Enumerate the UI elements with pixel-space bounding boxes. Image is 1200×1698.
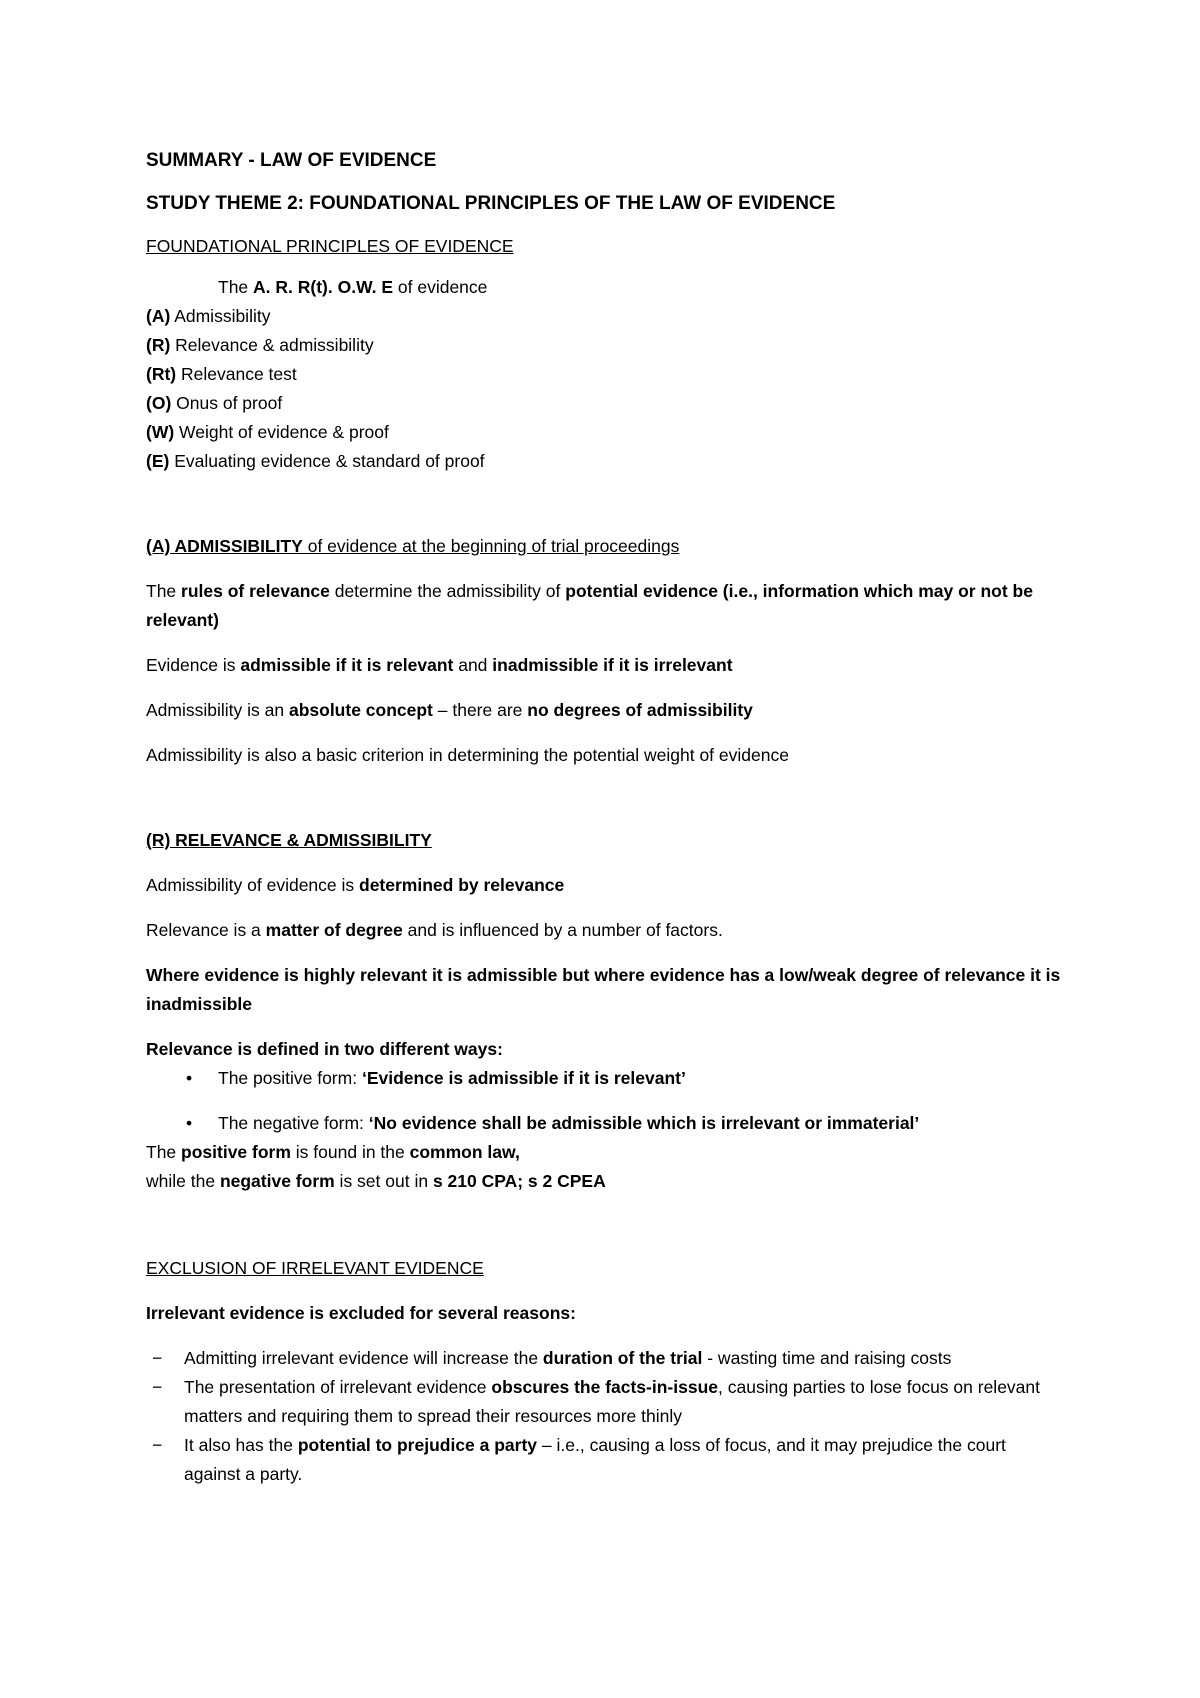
relevance-paragraph-3: Where evidence is highly relevant it is admissible but where evidence has a low/weak degree of relevance it is inadmissible bbox=[146, 965, 1061, 1014]
bullet-icon: • bbox=[186, 1113, 193, 1133]
list-item: (Rt) Relevance test bbox=[146, 364, 297, 384]
admissibility-paragraph-2: Evidence is admissible if it is relevant and inadmissible if it is irrelevant bbox=[146, 655, 733, 675]
relevance-forms-list bbox=[146, 1064, 1066, 1138]
exclusion-heading: EXCLUSION OF IRRELEVANT EVIDENCE bbox=[146, 1258, 484, 1278]
admissibility-section bbox=[146, 532, 1066, 770]
list-item: − The presentation of irrelevant evidence obscures the facts-in-issue, causing parties to lose focus on relevant matters and requiring them to spread their resources more thinly bbox=[146, 1373, 1066, 1431]
bullet-icon: • bbox=[186, 1068, 193, 1088]
admissibility-heading: (A) ADMISSIBILITY of evidence at the beginning of trial proceedings bbox=[146, 536, 680, 556]
relevance-heading: (R) RELEVANCE & ADMISSIBILITY bbox=[146, 830, 432, 850]
list-item: − It also has the potential to prejudice a party – i.e., causing a loss of focus, and it may prejudice the court against a party. bbox=[146, 1431, 1066, 1489]
exclusion-intro: Irrelevant evidence is excluded for several reasons: bbox=[146, 1303, 576, 1323]
list-item: (R) Relevance & admissibility bbox=[146, 335, 374, 355]
exclusion-reasons-list bbox=[146, 1344, 1066, 1489]
relevance-negative-form-line: while the negative form is set out in s 210 CPA; s 2 CPEA bbox=[146, 1171, 606, 1191]
dash-icon: − bbox=[152, 1348, 163, 1368]
acronym-letters: A. R. R(t). O.W. E bbox=[253, 277, 394, 297]
relevance-paragraph-2: Relevance is a matter of degree and is influenced by a number of factors. bbox=[146, 920, 723, 940]
study-theme-title: STUDY THEME 2: FOUNDATIONAL PRINCIPLES OF THE LAW OF EVIDENCE bbox=[146, 193, 836, 214]
admissibility-paragraph-3: Admissibility is an absolute concept – there are no degrees of admissibility bbox=[146, 700, 753, 720]
exclusion-section bbox=[146, 1254, 1066, 1489]
document-content bbox=[146, 146, 1066, 1489]
acronym-intro: The A. R. R(t). O.W. E of evidence bbox=[218, 277, 488, 297]
relevance-definition-intro: Relevance is defined in two different ways: bbox=[146, 1039, 503, 1059]
document-title: SUMMARY - LAW OF EVIDENCE bbox=[146, 150, 437, 171]
admissibility-paragraph-1: The rules of relevance determine the admissibility of potential evidence (i.e., information which may or not be relevant) bbox=[146, 581, 1033, 630]
list-item: (E) Evaluating evidence & standard of proof bbox=[146, 451, 485, 471]
list-item: − Admitting irrelevant evidence will increase the duration of the trial - wasting time and raising costs bbox=[146, 1344, 1066, 1373]
relevance-section bbox=[146, 826, 1066, 1196]
relevance-paragraph-1: Admissibility of evidence is determined by relevance bbox=[146, 875, 565, 895]
admissibility-paragraph-4: Admissibility is also a basic criterion in determining the potential weight of evidence bbox=[146, 745, 789, 765]
relevance-positive-form-line: The positive form is found in the common law, bbox=[146, 1142, 520, 1162]
list-item: • The positive form: ‘Evidence is admissible if it is relevant’ bbox=[146, 1064, 1066, 1093]
acronym-list bbox=[146, 302, 1066, 476]
list-item: • The negative form: ‘No evidence shall be admissible which is irrelevant or immaterial’ bbox=[146, 1109, 1066, 1138]
list-item: (A) Admissibility bbox=[146, 306, 271, 326]
acronym-block bbox=[146, 273, 1066, 476]
list-item: (W) Weight of evidence & proof bbox=[146, 422, 389, 442]
dash-icon: − bbox=[152, 1435, 163, 1455]
list-item: (O) Onus of proof bbox=[146, 393, 283, 413]
section-label-foundational-principles: FOUNDATIONAL PRINCIPLES OF EVIDENCE bbox=[146, 236, 514, 256]
dash-icon: − bbox=[152, 1377, 163, 1397]
